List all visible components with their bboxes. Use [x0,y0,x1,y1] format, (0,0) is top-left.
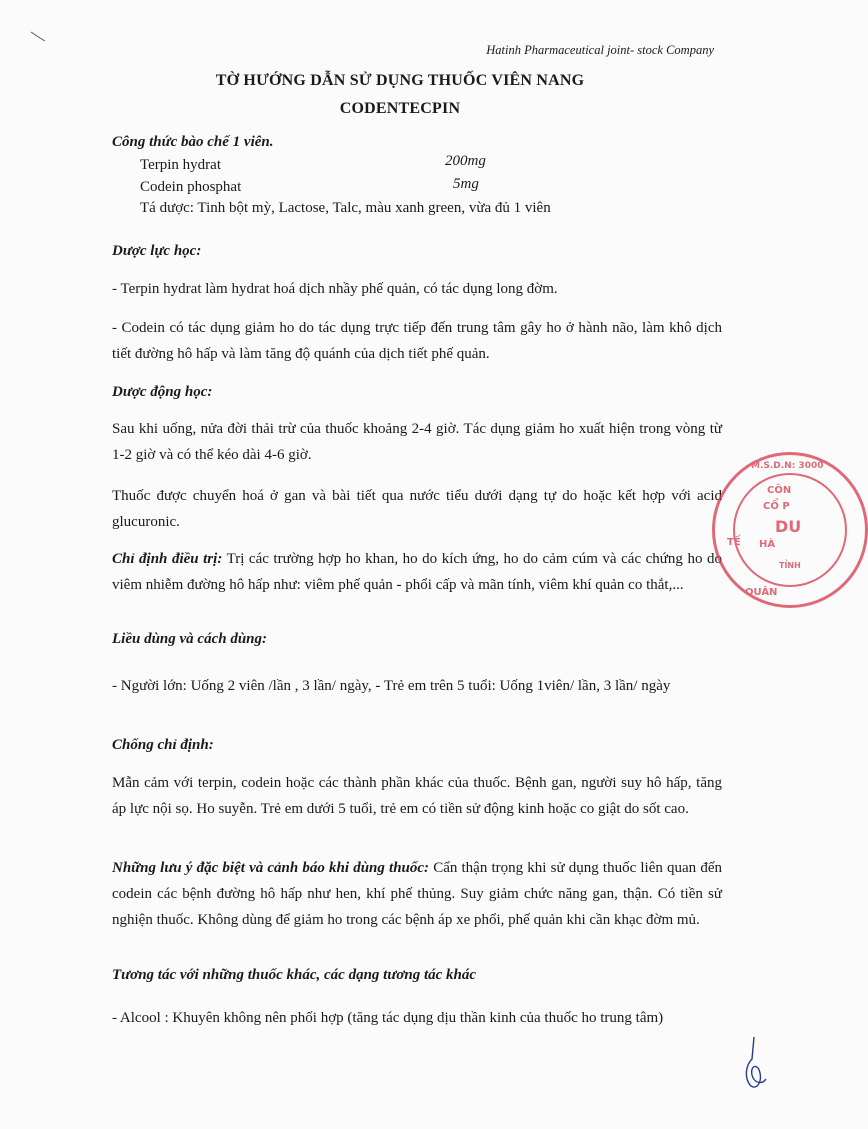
company-name: Hatinh Pharmaceutical joint- stock Company [486,43,714,57]
dosage-heading: Liều dùng và cách dùng: [112,631,268,647]
pharmacodynamics-paragraph: - Terpin hydrat làm hydrat hoá dịch nhầy phế quản, có tác dụng long đờm. [112,281,558,297]
contraindications-heading: Chống chỉ định: [112,737,214,753]
interactions-heading: Tương tác với những thuốc khác, các dạng tương tác khác [112,967,477,983]
signature-mark [740,1035,770,1093]
stamp-text: CỔ P [763,501,790,512]
company-stamp [712,452,868,608]
document-title: TỜ HƯỚNG DẪN SỬ DỤNG THUỐC VIÊN NANG [215,72,585,89]
interactions-paragraph: - Alcool : Khuyên không nên phối hợp (tăng tác dụng dịu thần kinh của thuốc ho trung tâm) [112,1010,664,1026]
stamp-text: HÀ [759,539,776,550]
stamp-text: CÔN [767,485,792,496]
pharmacodynamics-heading: Dược lực học: [112,243,202,259]
contraindications-paragraph: Mẫn cảm với terpin, codein hoặc các thành phần khác của thuốc. Bệnh gan, người suy hô hấp, tăng áp lực nội sọ. Ho suyễn. Trẻ em dưới 5 tuổi, trẻ em có tiền sử động kinh hoặc co giật do sốt cao. [112,775,722,817]
dosage-paragraph: - Người lớn: Uống 2 viên /lần , 3 lần/ ngày, - Trẻ em trên 5 tuổi: Uống 1viên/ lần, 3 lần/ ngày [112,678,671,694]
stamp-text: M.S.D.N: 3000 [751,461,824,471]
warnings-text: Cẩn thận trọng khi sử dụng thuốc liên quan đến codein các bệnh đường hô hấp như hen, khí phế thủng. Suy giảm chức năng gan, thận. Có tiền sử nghiện thuốc. Không dùng để giảm ho trong các bệnh áp xe phổi, phế quản khi cần khạc đờm mủ. [112,860,722,928]
ingredient-amount: 5mg [453,176,479,192]
warnings-paragraph [112,855,722,933]
formula-heading: Công thức bào chế 1 viên. [112,134,274,150]
pharmacokinetics-paragraph: Sau khi uống, nửa đời thải trừ của thuốc khoảng 2-4 giờ. Tác dụng giảm ho xuất hiện trong vòng từ 1-2 giờ và có thể kéo dài 4-6 giờ. [112,421,722,463]
corner-mark [30,30,46,42]
pharmacodynamics-paragraph: - Codein có tác dụng giảm ho do tác dụng trực tiếp đến trung tâm gây ho ở hành não, làm khô dịch tiết đường hô hấp và làm tăng độ quánh của dịch tiết phế quản. [112,320,722,362]
ingredient-name: Codein phosphat [140,179,242,195]
stamp-text: TỈNH [779,561,801,570]
indications-paragraph [112,546,722,598]
excipients-text: Tá dược: Tinh bột mỳ, Lactose, Talc, màu xanh green, vừa đủ 1 viên [140,200,551,216]
pharmacokinetics-heading: Dược động học: [112,384,213,400]
ingredient-name: Terpin hydrat [140,157,222,173]
product-name: CODENTECPIN [339,100,461,117]
ingredient-amount: 200mg [445,153,486,169]
indications-label: Chỉ định điều trị: [112,551,223,567]
indications-text: Trị các trường hợp ho khan, ho do kích ứng, ho do cảm cúm và các chứng ho do viêm nhiễm đường hô hấp như: viêm phế quản - phổi cấp và mãn tính, viêm khí quản co thắt,... [112,551,722,593]
stamp-text: QUÂN [745,587,778,598]
stamp-text: TẾ [727,537,741,548]
pharmacokinetics-paragraph: Thuốc được chuyển hoá ở gan và bài tiết qua nước tiểu dưới dạng tự do hoặc kết hợp với acid glucuronic. [112,488,722,530]
stamp-text: DU [775,517,802,536]
warnings-label: Những lưu ý đặc biệt và cảnh báo khi dùng thuốc: [112,860,430,876]
